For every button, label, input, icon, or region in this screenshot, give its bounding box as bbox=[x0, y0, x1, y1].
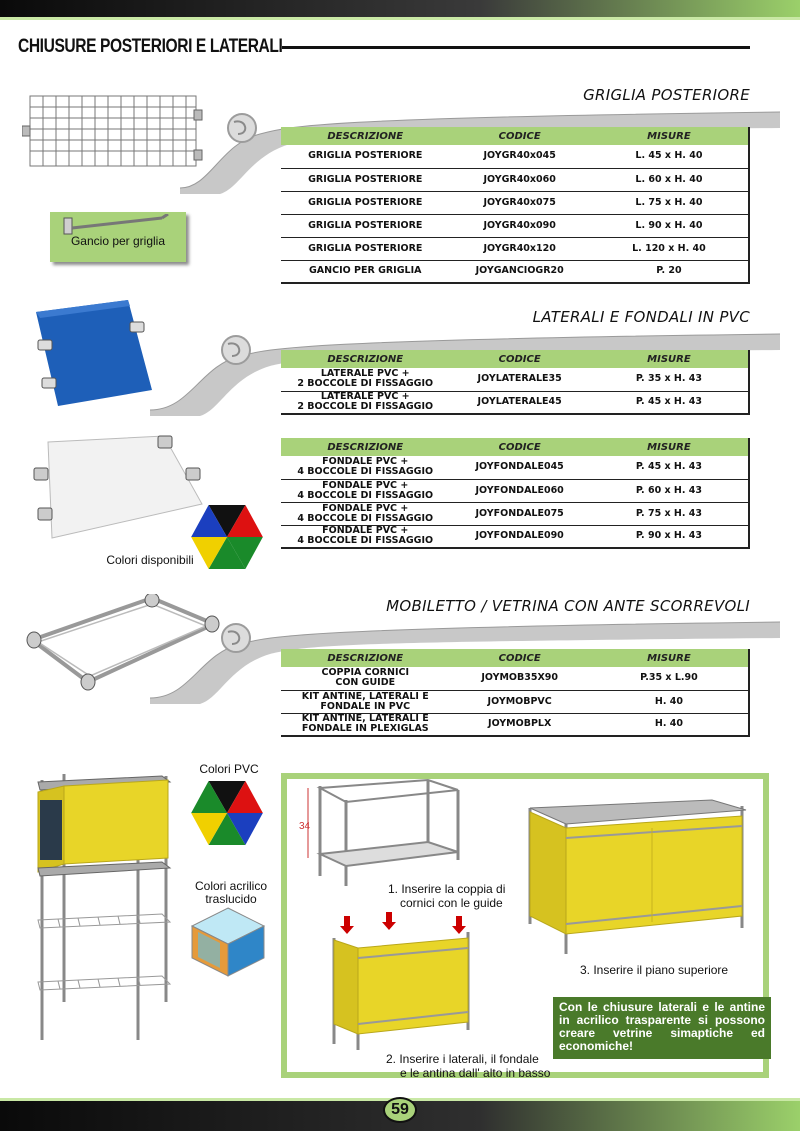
table-row bbox=[281, 260, 749, 283]
col-descrizione: DESCRIZIONE bbox=[281, 350, 449, 368]
cell-misure: P. 60 x H. 43 bbox=[590, 479, 749, 502]
col-codice: CODICE bbox=[449, 350, 589, 368]
section-title-griglia: GRIGLIA POSTERIORE bbox=[583, 86, 750, 104]
color-swatch-hexagon bbox=[189, 502, 265, 572]
cell-descrizione-line2: CON GUIDE bbox=[335, 677, 396, 689]
col-descrizione: DESCRIZIONE bbox=[281, 649, 449, 667]
fondali-table bbox=[281, 438, 750, 549]
cell-codice: JOYFONDALE045 bbox=[449, 456, 589, 479]
cell-descrizione-line1: FONDALE PVC + bbox=[322, 479, 409, 491]
cell-descrizione bbox=[281, 391, 449, 414]
colori-acrilico-line1: Colori acrilico bbox=[194, 879, 268, 893]
title-rule bbox=[282, 46, 750, 49]
cell-misure: H. 40 bbox=[590, 690, 749, 713]
cell-descrizione: GRIGLIA POSTERIORE bbox=[281, 237, 449, 260]
cell-misure: L. 75 x H. 40 bbox=[590, 191, 749, 214]
cell-descrizione-line1: KIT ANTINE, LATERALI E bbox=[301, 690, 429, 702]
table-row bbox=[281, 502, 749, 525]
col-descrizione: DESCRIZIONE bbox=[281, 438, 449, 456]
cell-misure: P.35 x L.90 bbox=[590, 667, 749, 690]
cell-descrizione-line1: LATERALE PVC + bbox=[320, 368, 410, 380]
cell-descrizione-line1: FONDALE PVC + bbox=[322, 456, 409, 468]
cell-codice: JOYMOBPLX bbox=[449, 713, 589, 736]
cell-codice: JOYGR40x075 bbox=[449, 191, 589, 214]
cell-descrizione: GRIGLIA POSTERIORE bbox=[281, 191, 449, 214]
col-misure: MISURE bbox=[590, 127, 749, 145]
promo-note: Con le chiusure laterali e le antine in acrilico trasparente si possono creare vetrine simaptiche ed economiche! bbox=[553, 997, 771, 1059]
col-codice: CODICE bbox=[449, 438, 589, 456]
cell-misure: P. 35 x H. 43 bbox=[590, 368, 749, 391]
step1-label bbox=[388, 882, 505, 910]
col-misure: MISURE bbox=[590, 350, 749, 368]
table-row bbox=[281, 525, 749, 548]
frame-image bbox=[22, 594, 222, 694]
cell-codice: JOYFONDALE075 bbox=[449, 502, 589, 525]
shelving-unit-image bbox=[28, 772, 178, 1044]
cell-codice: JOYFONDALE060 bbox=[449, 479, 589, 502]
step1-line2: cornici con le guide bbox=[400, 896, 503, 910]
cell-descrizione-line2: 4 BOCCOLE DI FISSAGGIO bbox=[297, 535, 434, 547]
cell-misure: P. 45 x H. 43 bbox=[590, 391, 749, 414]
cell-codice: JOYMOB35X90 bbox=[449, 667, 589, 690]
table-row bbox=[281, 479, 749, 502]
page-title: CHIUSURE POSTERIORI E LATERALI bbox=[18, 36, 283, 57]
table-row bbox=[281, 168, 749, 191]
col-codice: CODICE bbox=[449, 649, 589, 667]
white-panel-image bbox=[32, 432, 207, 542]
cell-descrizione-line2: 4 BOCCOLE DI FISSAGGIO bbox=[297, 489, 434, 501]
cell-descrizione-line1: COPPIA CORNICI bbox=[321, 667, 409, 679]
cell-descrizione bbox=[281, 502, 449, 525]
cell-descrizione-line2: 4 BOCCOLE DI FISSAGGIO bbox=[297, 512, 434, 524]
table-row bbox=[281, 145, 749, 168]
cell-misure: L. 60 x H. 40 bbox=[590, 168, 749, 191]
cell-descrizione: GRIGLIA POSTERIORE bbox=[281, 214, 449, 237]
cell-descrizione bbox=[281, 525, 449, 548]
grid-panel-image bbox=[22, 92, 212, 172]
cell-misure: P. 90 x H. 43 bbox=[590, 525, 749, 548]
cell-descrizione bbox=[281, 479, 449, 502]
step1-frame-image bbox=[298, 776, 470, 888]
cell-descrizione bbox=[281, 713, 449, 736]
cell-codice: JOYGR40x060 bbox=[449, 168, 589, 191]
cell-misure: L. 120 x H. 40 bbox=[590, 237, 749, 260]
section-title-laterali: LATERALI E FONDALI IN PVC bbox=[532, 308, 750, 326]
cell-codice: JOYGR40x045 bbox=[449, 145, 589, 168]
gancio-caption-box bbox=[50, 212, 186, 262]
step2-panels-image bbox=[326, 912, 476, 1052]
laterali-table bbox=[281, 350, 750, 415]
cell-codice: JOYFONDALE090 bbox=[449, 525, 589, 548]
table-row bbox=[281, 237, 749, 260]
cell-misure: H. 40 bbox=[590, 713, 749, 736]
colori-disponibili-caption: Colori disponibili bbox=[106, 553, 194, 567]
step2-line2: e le antina dall' alto in basso bbox=[400, 1066, 551, 1080]
cell-misure: L. 45 x H. 40 bbox=[590, 145, 749, 168]
cell-descrizione bbox=[281, 690, 449, 713]
table-row bbox=[281, 456, 749, 479]
cell-descrizione-line1: FONDALE PVC + bbox=[322, 525, 409, 537]
cell-descrizione bbox=[281, 368, 449, 391]
cell-codice: JOYLATERALE35 bbox=[449, 368, 589, 391]
table-row bbox=[281, 368, 749, 391]
cell-descrizione-line2: 2 BOCCOLE DI FISSAGGIO bbox=[297, 378, 434, 390]
cell-descrizione-line1: LATERALE PVC + bbox=[320, 391, 410, 403]
colori-acrilico-line2: traslucido bbox=[205, 892, 257, 906]
table-row bbox=[281, 667, 749, 690]
acrylic-color-cube bbox=[190, 906, 266, 978]
col-misure: MISURE bbox=[590, 438, 749, 456]
mobiletto-table bbox=[281, 649, 750, 737]
cell-misure: P. 45 x H. 43 bbox=[590, 456, 749, 479]
section-title-mobiletto: MOBILETTO / VETRINA CON ANTE SCORREVOLI bbox=[386, 597, 750, 615]
cell-descrizione-line1: FONDALE PVC + bbox=[322, 502, 409, 514]
gancio-caption: Gancio per griglia bbox=[70, 234, 166, 248]
blue-panel-image bbox=[30, 300, 160, 410]
cell-codice: JOYLATERALE45 bbox=[449, 391, 589, 414]
col-misure: MISURE bbox=[590, 649, 749, 667]
griglia-table bbox=[281, 127, 750, 284]
col-codice: CODICE bbox=[449, 127, 589, 145]
cell-descrizione bbox=[281, 667, 449, 690]
table-row bbox=[281, 690, 749, 713]
cell-codice: JOYGR40x120 bbox=[449, 237, 589, 260]
step3-label: 3. Inserire il piano superiore bbox=[580, 963, 729, 977]
table-row bbox=[281, 191, 749, 214]
top-band bbox=[0, 0, 800, 20]
cell-codice: JOYGANCIOGR20 bbox=[449, 260, 589, 283]
table-row bbox=[281, 391, 749, 414]
step3-cabinet-image bbox=[522, 798, 752, 958]
cell-descrizione-line1: KIT ANTINE, LATERALI E bbox=[301, 713, 429, 725]
cell-codice: JOYGR40x090 bbox=[449, 214, 589, 237]
colori-pvc-caption: Colori PVC bbox=[199, 762, 259, 776]
table-row bbox=[281, 713, 749, 736]
cell-descrizione-line2: 4 BOCCOLE DI FISSAGGIO bbox=[297, 466, 434, 478]
cell-descrizione-line2: FONDALE IN PVC bbox=[320, 700, 411, 712]
colori-acrilico-caption bbox=[186, 880, 276, 906]
page-number: 59 bbox=[383, 1097, 417, 1123]
pvc-color-hexagon bbox=[189, 778, 265, 848]
cell-descrizione bbox=[281, 456, 449, 479]
table-row bbox=[281, 214, 749, 237]
col-descrizione: DESCRIZIONE bbox=[281, 127, 449, 145]
cell-misure: P. 75 x H. 43 bbox=[590, 502, 749, 525]
step1-line1: 1. Inserire la coppia di bbox=[388, 882, 506, 896]
cell-codice: JOYMOBPVC bbox=[449, 690, 589, 713]
cell-descrizione-line2: FONDALE IN PLEXIGLAS bbox=[301, 723, 429, 735]
cell-descrizione: GANCIO PER GRIGLIA bbox=[281, 260, 449, 283]
cell-descrizione: GRIGLIA POSTERIORE bbox=[281, 168, 449, 191]
cell-misure: L. 90 x H. 40 bbox=[590, 214, 749, 237]
step2-label bbox=[386, 1052, 550, 1080]
step2-line1: 2. Inserire i laterali, il fondale bbox=[386, 1052, 539, 1066]
cell-descrizione: GRIGLIA POSTERIORE bbox=[281, 145, 449, 168]
cell-descrizione-line2: 2 BOCCOLE DI FISSAGGIO bbox=[297, 401, 434, 413]
dimension-label: 34 bbox=[299, 821, 311, 832]
cell-misure: P. 20 bbox=[590, 260, 749, 283]
